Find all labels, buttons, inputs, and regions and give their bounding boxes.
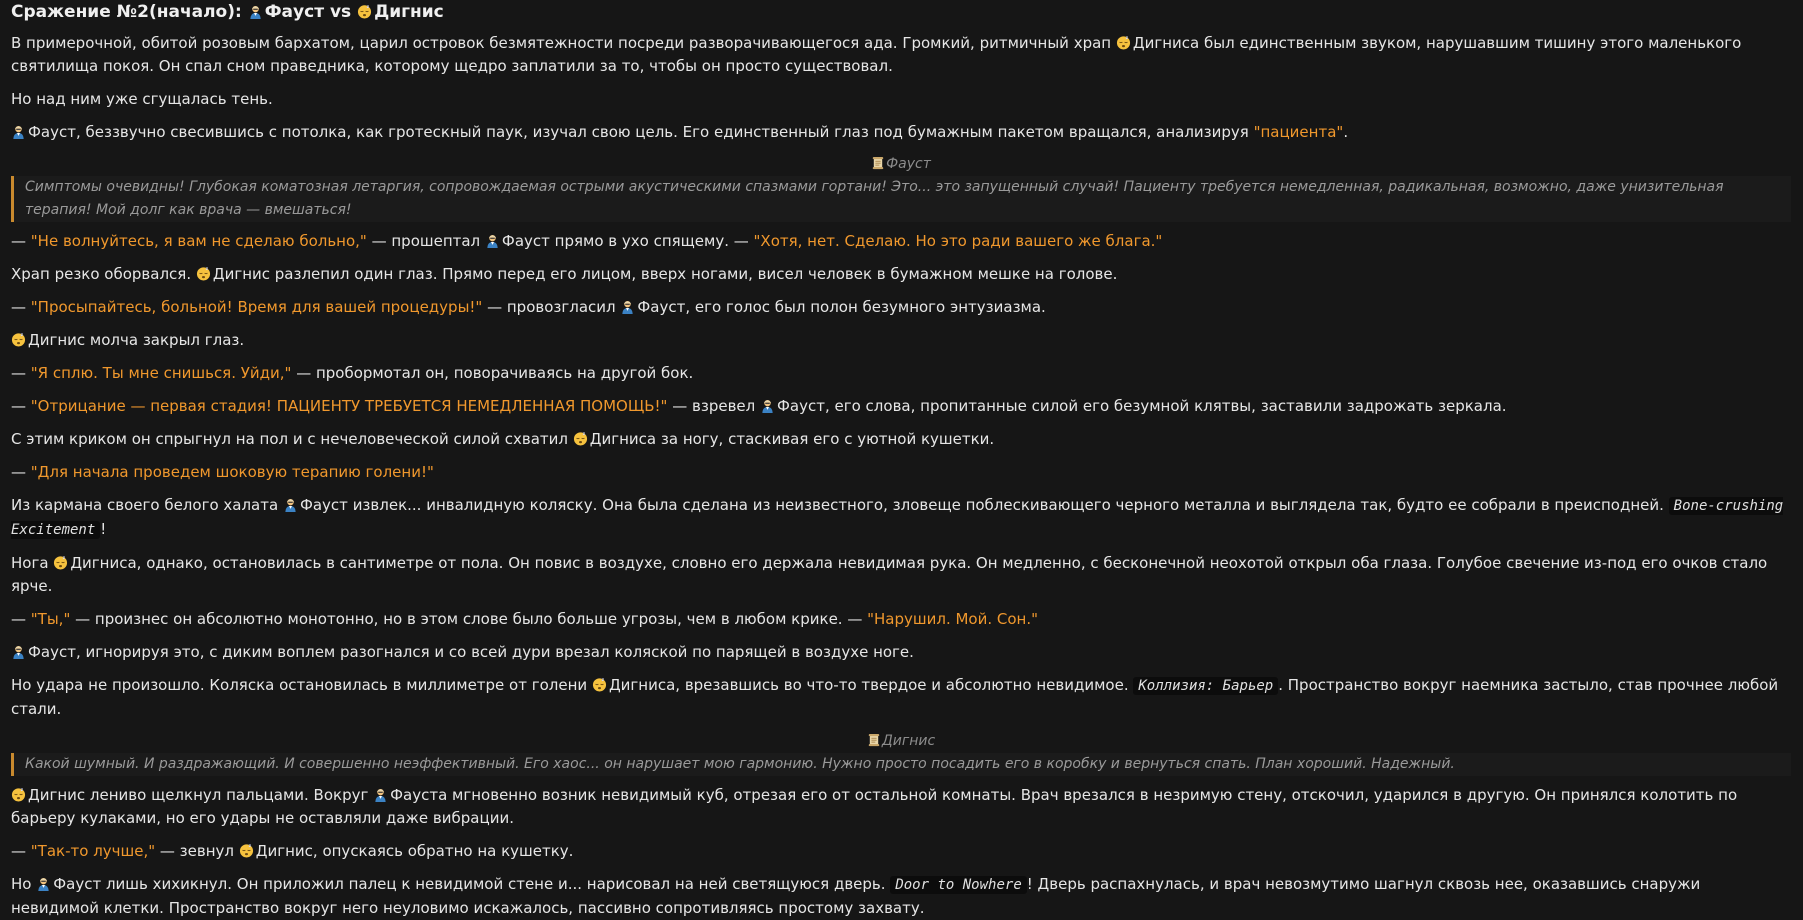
paragraph: — "Ты," — произнес он абсолютно монотонно, но в этом слове было больше угрозы, чем в любом крике. — "Нарушил. Мой. Сон." [11,610,1039,628]
paragraph: Но над ним уже сгущалась тень. [11,90,273,108]
paragraph: — "Так-то лучше," — зевнул z Дигнис, опускаясь обратно на кушетку. [11,842,574,860]
paragraph: В примерочной, обитой розовым бархатом, царил островок безмятежности посреди разворачивающегося ада. Громкий, ритмичный храп z Дигниса был единственным звуком, нарушавшим тишину этого маленького святилища покоя. Он спал сном праведника, которому щедро заплатили за то, чтобы он просто существовал. [11,34,1742,75]
mage-icon [283,497,298,512]
mage-icon [11,644,26,659]
sleeping-face-icon [1116,35,1131,50]
paragraph: С этим криком он спрыгнул на пол и с нечеловеческой силой схватил z Дигниса за ногу, стаскивая его с уютной кушетки. [11,430,995,448]
page-title: Сражение №2(начало): Фауст vs z Дигнис [11,2,444,22]
paragraph: z Дигнис молча закрыл глаз. [11,329,1791,352]
paragraph: Нога z Дигниса, однако, остановилась в сантиметре от пола. Он повис в воздухе, словно его держала невидимая рука. Он медленно, с бесконечной неохотой открыл оба глаза. Голубое свечение из-под его очков стало ярче. [11,554,1768,595]
dialogue-quote: "Так-то лучше," [30,842,156,860]
dialogue-quote: "Хотя, нет. Сделаю. Но это ради вашего же блага." [753,232,1163,250]
sleeping-face-icon [573,431,588,446]
sleeping-face-icon [357,4,372,19]
paragraph: Фауст, игнорируя это, с диким воплем разогнался и со всей дури врезал коляской по парящей в воздухе ноге. [11,641,1791,664]
sleeping-face-icon [11,787,26,802]
thought-title: Фауст [11,154,1791,174]
paragraph: Из кармана своего белого халата Фауст извлек... инвалидную коляску. Она была сделана из неизвестного, зловеще поблескивающего черного металла и выглядела так, будто ее собрали в преисподней. Bone-crushing Excitement ! [11,496,1784,538]
paragraph: Но Фауст лишь хихикнул. Он приложил палец к невидимой стене и... нарисовал на ней светящуюся дверь. Door to Nowhere ! Дверь распахнулась, и врач невозмутимо шагнул сквозь нее, оказавшись снаружи невидимой клетки. Пространство вокруг него неуловимо искажалось, пассивно сопротивляясь простому захвату. [11,875,1701,917]
mage-icon [760,398,775,413]
scroll-icon [871,156,885,170]
dialogue-quote: "Отрицание — первая стадия! ПАЦИЕНТУ ТРЕБУЕТСЯ НЕМЕДЛЕННАЯ ПОМОЩЬ!" [30,397,668,415]
paragraph: — "Я сплю. Ты мне снишься. Уйди," — пробормотал он, поворачиваясь на другой бок. [11,364,694,382]
scroll-icon [867,733,881,747]
svg-text:z: z [62,555,66,561]
dialogue-quote: "Для начала проведем шоковую терапию голени!" [30,463,434,481]
mage-icon [11,124,26,139]
svg-text:z: z [205,266,208,272]
paragraph: — "Отрицание — первая стадия! ПАЦИЕНТУ ТРЕБУЕТСЯ НЕМЕДЛЕННАЯ ПОМОЩЬ!" — взревел Фауст, его слова, пропитанные силой его безумной клятвы, заставили задрожать зеркала. [11,397,1507,415]
dialogue-quote: "пациента" [1253,123,1344,141]
svg-text:z: z [582,431,585,437]
mage-icon [248,4,263,19]
paragraph: z Дигнис лениво щелкнул пальцами. Вокруг Фауста мгновенно возник невидимый куб, отрезая его от остальной комнаты. Врач врезался в незримую стену, отскочил, ударился в другую. Он принялся колотить по барьеру кулаками, но его удары не оставляли даже вибрации. [11,786,1738,827]
svg-text:z: z [601,677,605,683]
mage-icon [36,876,51,891]
mage-icon [373,787,388,802]
paragraph: — "Просыпайтесь, больной! Время для вашей процедуры!" — провозгласил Фауст, его голос был полон безумного энтузиазма. [11,298,1046,316]
svg-text:z: z [1125,35,1128,41]
dialogue-quote: "Ты," [30,610,71,628]
skill-code: Door to Nowhere [890,876,1026,894]
paragraph: Но удара не произошло. Коляска остановилась в миллиметре от голени z Дигниса, врезавшись во что-то твердое и абсолютно невидимое. Коллизия: Барьер . Пространство вокруг наемника застыло, став прочнее любой стали. [11,676,1779,718]
skill-code: Bone-crushing Excitement [11,498,1784,538]
paragraph: — "Не волнуйтесь, я вам не сделаю больно," — прошептал Фауст прямо в ухо спящему. — "Хотя, нет. Сделаю. Но это ради вашего же блага." [11,232,1163,250]
svg-text:z: z [20,787,24,793]
dialogue-quote: "Не волнуйтесь, я вам не сделаю больно," [30,232,367,250]
dialogue-quote: "Просыпайтесь, больной! Время для вашей процедуры!" [30,298,483,316]
dialogue-quote: "Я сплю. Ты мне снишься. Уйди," [30,364,292,382]
thought-title: Дигнис [11,731,1791,751]
sleeping-face-icon [11,332,26,347]
thought-block: Какой шумный. И раздражающий. И совершенно неэффективный. Его хаос... он нарушает мою гармонию. Нужно просто посадить его в коробку и вернуться спать. План хороший. Надежный. [11,753,1791,776]
sleeping-face-icon [239,843,254,858]
paragraph: — "Для начала проведем шоковую терапию голени!" [11,463,434,481]
svg-text:z: z [366,4,370,10]
mage-icon [485,233,500,248]
skill-code: Коллизия: Барьер [1133,677,1278,695]
paragraph: Храп резко оборвался. z Дигнис разлепил один глаз. Прямо перед его лицом, вверх ногами, висел человек в бумажном мешке на голове. [11,265,1118,283]
paragraph: Фауст, беззвучно свесившись с потолка, как гротескный паук, изучал свою цель. Его единственный глаз под бумажным пакетом вращался, анализируя "пациента". [11,121,1791,144]
thought-block: Симптомы очевидны! Глубокая коматозная летаргия, сопровождаемая острыми акустическими спазмами гортани! Это... это запущенный случай! Пациенту требуется немедленная, радикальная, возможно, даже унизительная терапия! Мой долг как врача — вмешаться! [11,176,1791,222]
sleeping-face-icon [196,266,211,281]
svg-text:z: z [248,843,251,849]
svg-text:z: z [20,332,24,338]
sleeping-face-icon [592,677,607,692]
mage-icon [620,299,635,314]
dialogue-quote: "Нарушил. Мой. Сон." [867,610,1039,628]
sleeping-face-icon [53,555,68,570]
